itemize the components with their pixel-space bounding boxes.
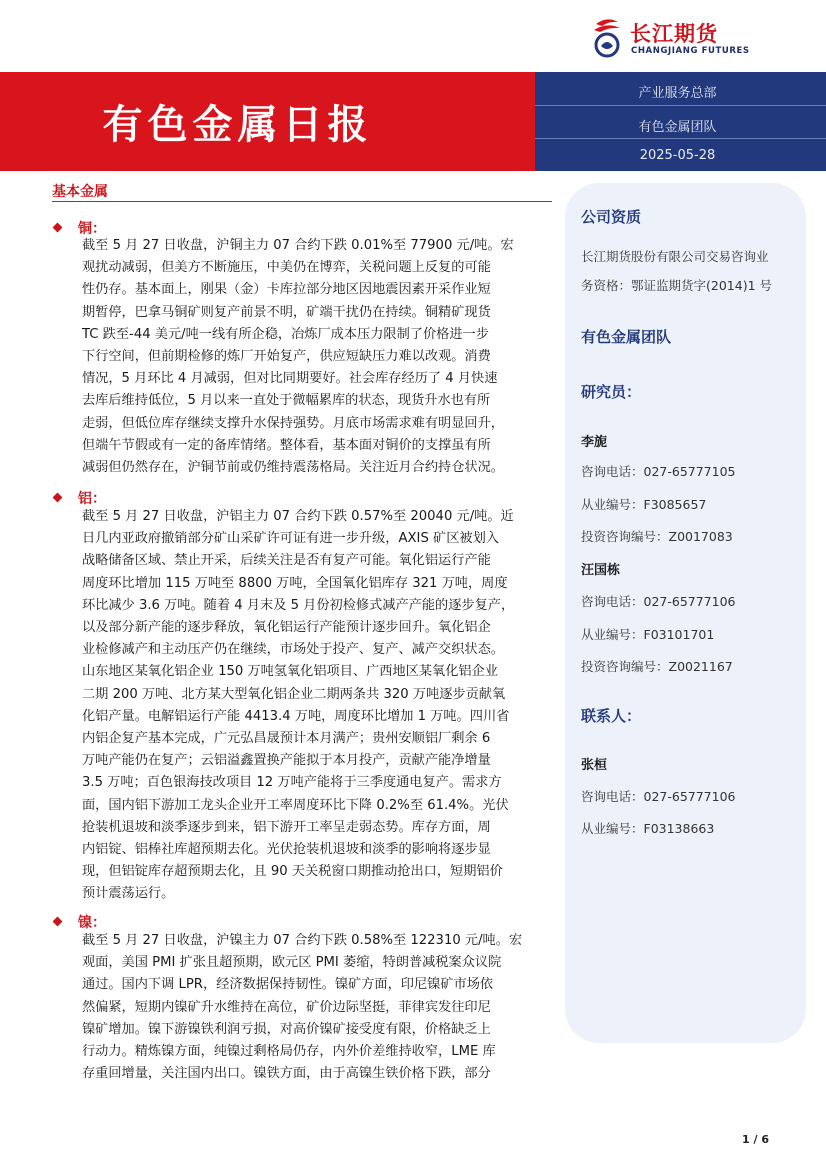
text-line: 期暂停，巴拿马铜矿则复产前景不明，矿端干扰仍在持续。铜精矿现货 [82, 304, 491, 320]
nickel-heading [54, 912, 106, 932]
contact-license: 从业编号：F03138663 [581, 821, 715, 836]
company-logo [590, 14, 770, 60]
report-title: 有色金属日报 [102, 102, 373, 148]
logo-name-en: CHANGJIANG FUTURES [631, 46, 750, 56]
report-title-wrap [0, 72, 535, 171]
nickel-label: 镍： [78, 915, 106, 931]
text-line: 内铝企复产基本完成，广元弘昌晟预计本月满产；贵州安顺铝厂剩余 6 [82, 731, 491, 747]
team-heading: 有色金属团队 [581, 328, 672, 346]
text-line: TC 跌至-44 美元/吨一线有所企稳，冶炼厂成本压力限制了价格进一步 [82, 326, 489, 342]
text-line: 战略储备区域、禁止开采，后续关注是否有复产可能。氧化铝运行产能 [82, 553, 491, 569]
text-line: 以及部分新产能的逐步释放，氧化铝运行产能预计逐步回升。氧化铝企 [82, 620, 491, 636]
section-title: 基本金属 [52, 184, 108, 200]
aluminium-paragraph [82, 506, 540, 906]
text-line: 行动力。精炼镍方面，纯镍过剩格局仍存，内外价差维持收窄，LME 库 [82, 1044, 496, 1060]
text-line: 然偏紧，短期内镍矿升水维持在高位，矿价边际坚挺，菲律宾发往印尼 [82, 999, 491, 1015]
contact-name: 张桓 [581, 758, 608, 773]
text-line: 二期 200 万吨、北方某大型氧化铝企业二期两条共 320 万吨逐步贡献氧 [82, 686, 506, 702]
text-line: 山东地区某氧化铝企业 150 万吨氢氧化铝项目、广西地区某氧化铝企业 [82, 664, 498, 680]
text-line: 截至 5 月 27 日收盘，沪铝主力 07 合约下跌 0.57%至 20040 元/吨。近 [82, 509, 514, 524]
text-line: 减弱但仍然存在，沪铜节前或仍维持震荡格局。关注近月合约持仓状况。 [82, 460, 504, 476]
researcher-license: 从业编号：F3085657 [581, 497, 707, 512]
researcher-phone: 咨询电话：027-65777105 [581, 464, 736, 479]
text-line: 现，但铝锭库存超预期去化，且 90 天关税窗口期推动抢出口，短期铝价 [82, 864, 503, 880]
text-line: 面，国内铝下游加工龙头企业开工率周度环比下降 0.2%至 61.4%。光伏 [82, 797, 509, 813]
qualification-line: 务资格：鄂证监期货字(2014)1 号 [581, 278, 772, 293]
text-line: 万吨产能仍在复产；云铝溢鑫置换产能拟于本月投产，贡献产能净增量 [82, 753, 491, 769]
qualification-heading: 公司资质 [581, 208, 642, 226]
diamond-bullet-icon [53, 493, 63, 503]
text-line: 下行空间，但前期检修的炼厂开始复产，供应短缺压力难以改观。消费 [82, 349, 491, 365]
text-line: 抢装机退坡和淡季逐步到来，铝下游开工率呈走弱态势。库存方面，周 [82, 819, 491, 835]
text-line: 环比减少 3.6 万吨。随着 4 月末及 5 月份初检修式减产产能的逐步复产， [82, 597, 515, 613]
changjiang-logo-icon [590, 16, 624, 58]
text-line: 镍矿增加。镍下游镍铁利润亏损，对高价镍矿接受度有限，价格缺乏上 [82, 1021, 491, 1037]
page-number: 1 / 6 [742, 1133, 769, 1146]
banner-divider [535, 105, 826, 106]
text-line: 预计震荡运行。 [82, 886, 175, 902]
text-line: 业检修减产和主动压产仍在继续，市场处于投产、复产、减产交织状态。 [82, 642, 504, 658]
sidebar-panel [565, 183, 806, 1043]
diamond-bullet-icon [53, 223, 63, 233]
text-line: 3.5 万吨；百色银海技改项目 12 万吨产能将于三季度通电复产。需求方 [82, 775, 502, 791]
researchers-heading: 研究员： [581, 383, 642, 401]
logo-name-cn: 长江期货 [630, 22, 718, 46]
text-line: 存重回增量，关注国内出口。镍铁方面，由于高镍生铁价格下跌，部分 [82, 1066, 491, 1082]
report-date: 2025-05-28 [639, 148, 716, 163]
nickel-paragraph [82, 930, 540, 1085]
aluminium-heading [54, 488, 106, 508]
team-label: 有色金属团队 [638, 120, 717, 135]
text-line: 内铝锭、铝棒社库超预期去化。光伏抢装机退坡和淡季的影响将逐步显 [82, 842, 491, 858]
text-line: 观面，美国 PMI 扩张且超预期，欧元区 PMI 萎缩，特朗普减税案众议院 [82, 955, 502, 971]
text-line: 但端午节假或有一定的备库情绪。整体看，基本面对铜价的支撑虽有所 [82, 437, 491, 453]
text-line: 截至 5 月 27 日收盘，沪铜主力 07 合约下跌 0.01%至 77900 元/吨。宏 [82, 238, 514, 253]
researcher-advisory: 投资咨询编号：Z0017083 [581, 529, 733, 544]
contact-phone: 咨询电话：027-65777106 [581, 789, 736, 804]
banner-info-panel [535, 72, 826, 171]
text-line: 化铝产量。电解铝运行产能 4413.4 万吨，周度环比增加 1 万吨。四川省 [82, 708, 510, 724]
text-line: 走弱，但低位库存继续支撑升水保持强势。月底市场需求难有明显回升， [82, 415, 504, 431]
diamond-bullet-icon [53, 917, 63, 927]
text-line: 性仍存。基本面上，刚果（金）卡库拉部分地区因地震因素开采作业短 [82, 282, 491, 298]
aluminium-label: 铝： [78, 491, 106, 507]
text-line: 通过。国内下调 LPR，经济数据保持韧性。镍矿方面，印尼镍矿市场依 [82, 977, 494, 993]
text-line: 去库后维持低位，5 月以来一直处于微幅累库的状态，现货升水也有所 [82, 393, 491, 409]
text-line: 日几内亚政府撤销部分矿山采矿许可证有进一步升级，AXIS 矿区被划入 [82, 531, 499, 547]
banner-divider [535, 138, 826, 139]
contact-heading: 联系人： [581, 707, 642, 725]
section-divider [52, 201, 552, 202]
text-line: 观扰动减弱，但美方不断施压，中美仍在博弈，关税问题上反复的可能 [82, 260, 491, 276]
text-line: 周度环比增加 115 万吨至 8800 万吨，全国氧化铝库存 321 万吨，周度 [82, 575, 508, 591]
researcher-name: 汪国栋 [581, 563, 621, 578]
qualification-line: 长江期货股份有限公司交易咨询业 [581, 249, 769, 264]
researcher-advisory: 投资咨询编号：Z0021167 [581, 659, 733, 674]
researcher-license: 从业编号：F03101701 [581, 627, 715, 642]
copper-label: 铜： [78, 221, 106, 237]
researcher-name: 李旎 [581, 435, 608, 450]
text-line: 截至 5 月 27 日收盘，沪镍主力 07 合约下跌 0.58%至 122310 元/吨。宏 [82, 933, 523, 948]
researcher-phone: 咨询电话：027-65777106 [581, 594, 736, 609]
text-line: 情况，5 月环比 4 月减弱，但对比同期要好。社会库存经历了 4 月快速 [82, 371, 498, 387]
copper-paragraph [82, 235, 540, 479]
department-label: 产业服务总部 [638, 86, 717, 101]
